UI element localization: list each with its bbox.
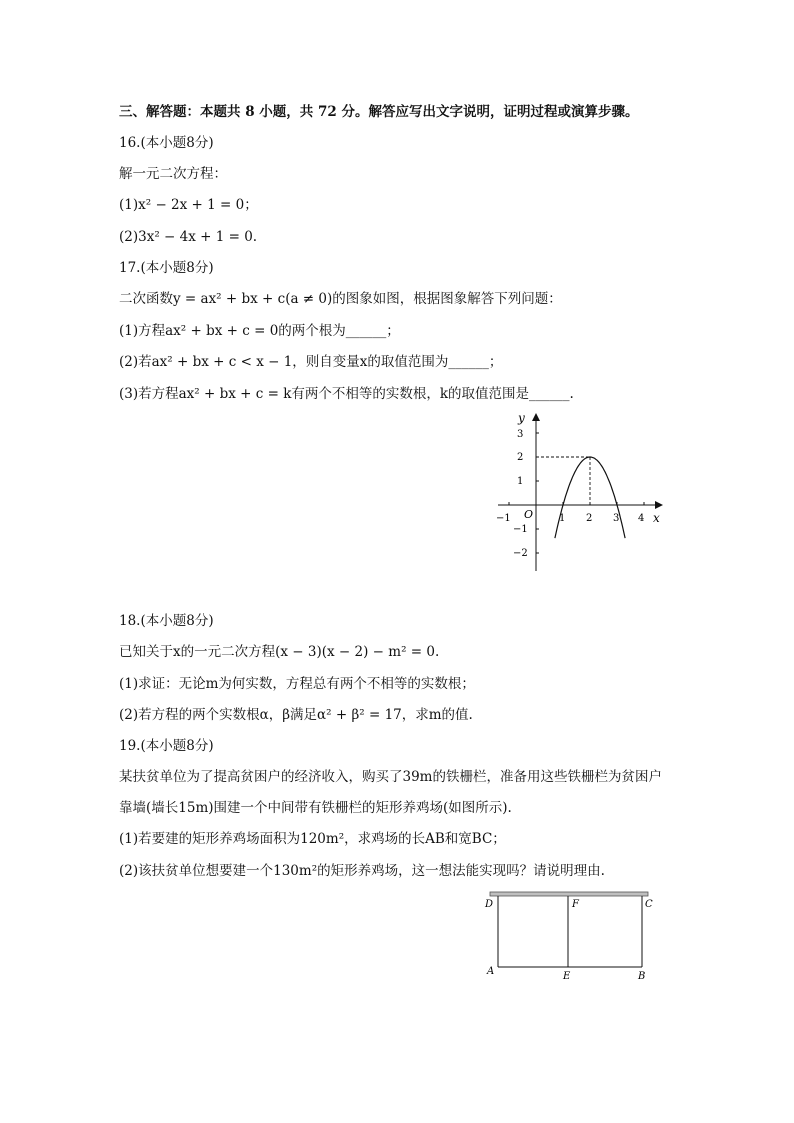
x-tick-label: 2 [586, 513, 593, 524]
point-b-label: B [638, 971, 646, 982]
y-axis-label: y [518, 411, 525, 425]
section-heading: 三、解答题：本题共 8 小题，共 72 分。解答应写出文字说明，证明过程或演算步骤。 [119, 104, 639, 120]
q19-prompt-line2: 靠墙(墙长15m)围建一个中间带有铁栅栏的矩形养鸡场(如图所示). [119, 800, 512, 816]
x-tick-label: 4 [638, 513, 645, 524]
q17-part1: (1)方程ax² + bx + c = 0的两个根为______； [119, 323, 400, 339]
q16-part2: (2)3x² − 4x + 1 = 0. [119, 229, 258, 245]
point-c-label: C [645, 899, 653, 910]
y-tick-label: −2 [513, 548, 528, 559]
origin-label: O [524, 508, 534, 521]
y-tick-label: 2 [517, 452, 524, 463]
point-e-label: E [563, 971, 571, 982]
x-tick-label: 1 [559, 513, 566, 524]
wall [490, 892, 648, 896]
q17-header: 17.(本小题8分) [119, 260, 214, 276]
q18-part2: (2)若方程的两个实数根α，β满足α² + β² = 17，求m的值. [119, 707, 473, 723]
q17-part2: (2)若ax² + bx + c < x − 1，则自变量x的取值范围为______； [119, 354, 503, 370]
point-f-label: F [572, 899, 579, 910]
y-tick-label: 1 [517, 476, 524, 487]
q19-prompt-line1: 某扶贫单位为了提高贫困户的经济收入，购买了39m的铁栅栏，准备用这些铁栅栏为贫困户 [119, 769, 662, 785]
q16-header: 16.(本小题8分) [119, 135, 214, 151]
farm-figure [480, 888, 660, 988]
q18-part1: (1)求证：无论m为何实数，方程总有两个不相等的实数根； [119, 676, 475, 692]
q18-prompt: 已知关于x的一元二次方程(x − 3)(x − 2) − m² = 0. [119, 644, 440, 660]
q16-part1: (1)x² − 2x + 1 = 0； [119, 197, 258, 213]
y-tick-label: −1 [513, 524, 528, 535]
q19-part1: (1)若要建的矩形养鸡场面积为120m²，求鸡场的长AB和宽BC； [119, 831, 506, 847]
q16-prompt: 解一元二次方程： [119, 166, 227, 182]
q19-part2: (2)该扶贫单位想要建一个130m²的矩形养鸡场，这一想法能实现吗？请说明理由. [119, 863, 605, 879]
parabola-graph [490, 408, 670, 578]
q19-header: 19.(本小题8分) [119, 738, 214, 754]
q18-header: 18.(本小题8分) [119, 613, 214, 629]
x-tick-label: −1 [496, 513, 511, 524]
y-tick-label: 3 [517, 429, 524, 440]
x-tick-label: 3 [613, 513, 620, 524]
x-axis-label: x [653, 511, 660, 525]
q17-part3: (3)若方程ax² + bx + c = k有两个不相等的实数根，k的取值范围是______. [119, 386, 574, 402]
point-a-label: A [487, 966, 495, 977]
point-d-label: D [485, 899, 494, 910]
q17-prompt: 二次函数y = ax² + bx + c(a ≠ 0)的图象如图，根据图象解答下列问题： [119, 291, 562, 307]
